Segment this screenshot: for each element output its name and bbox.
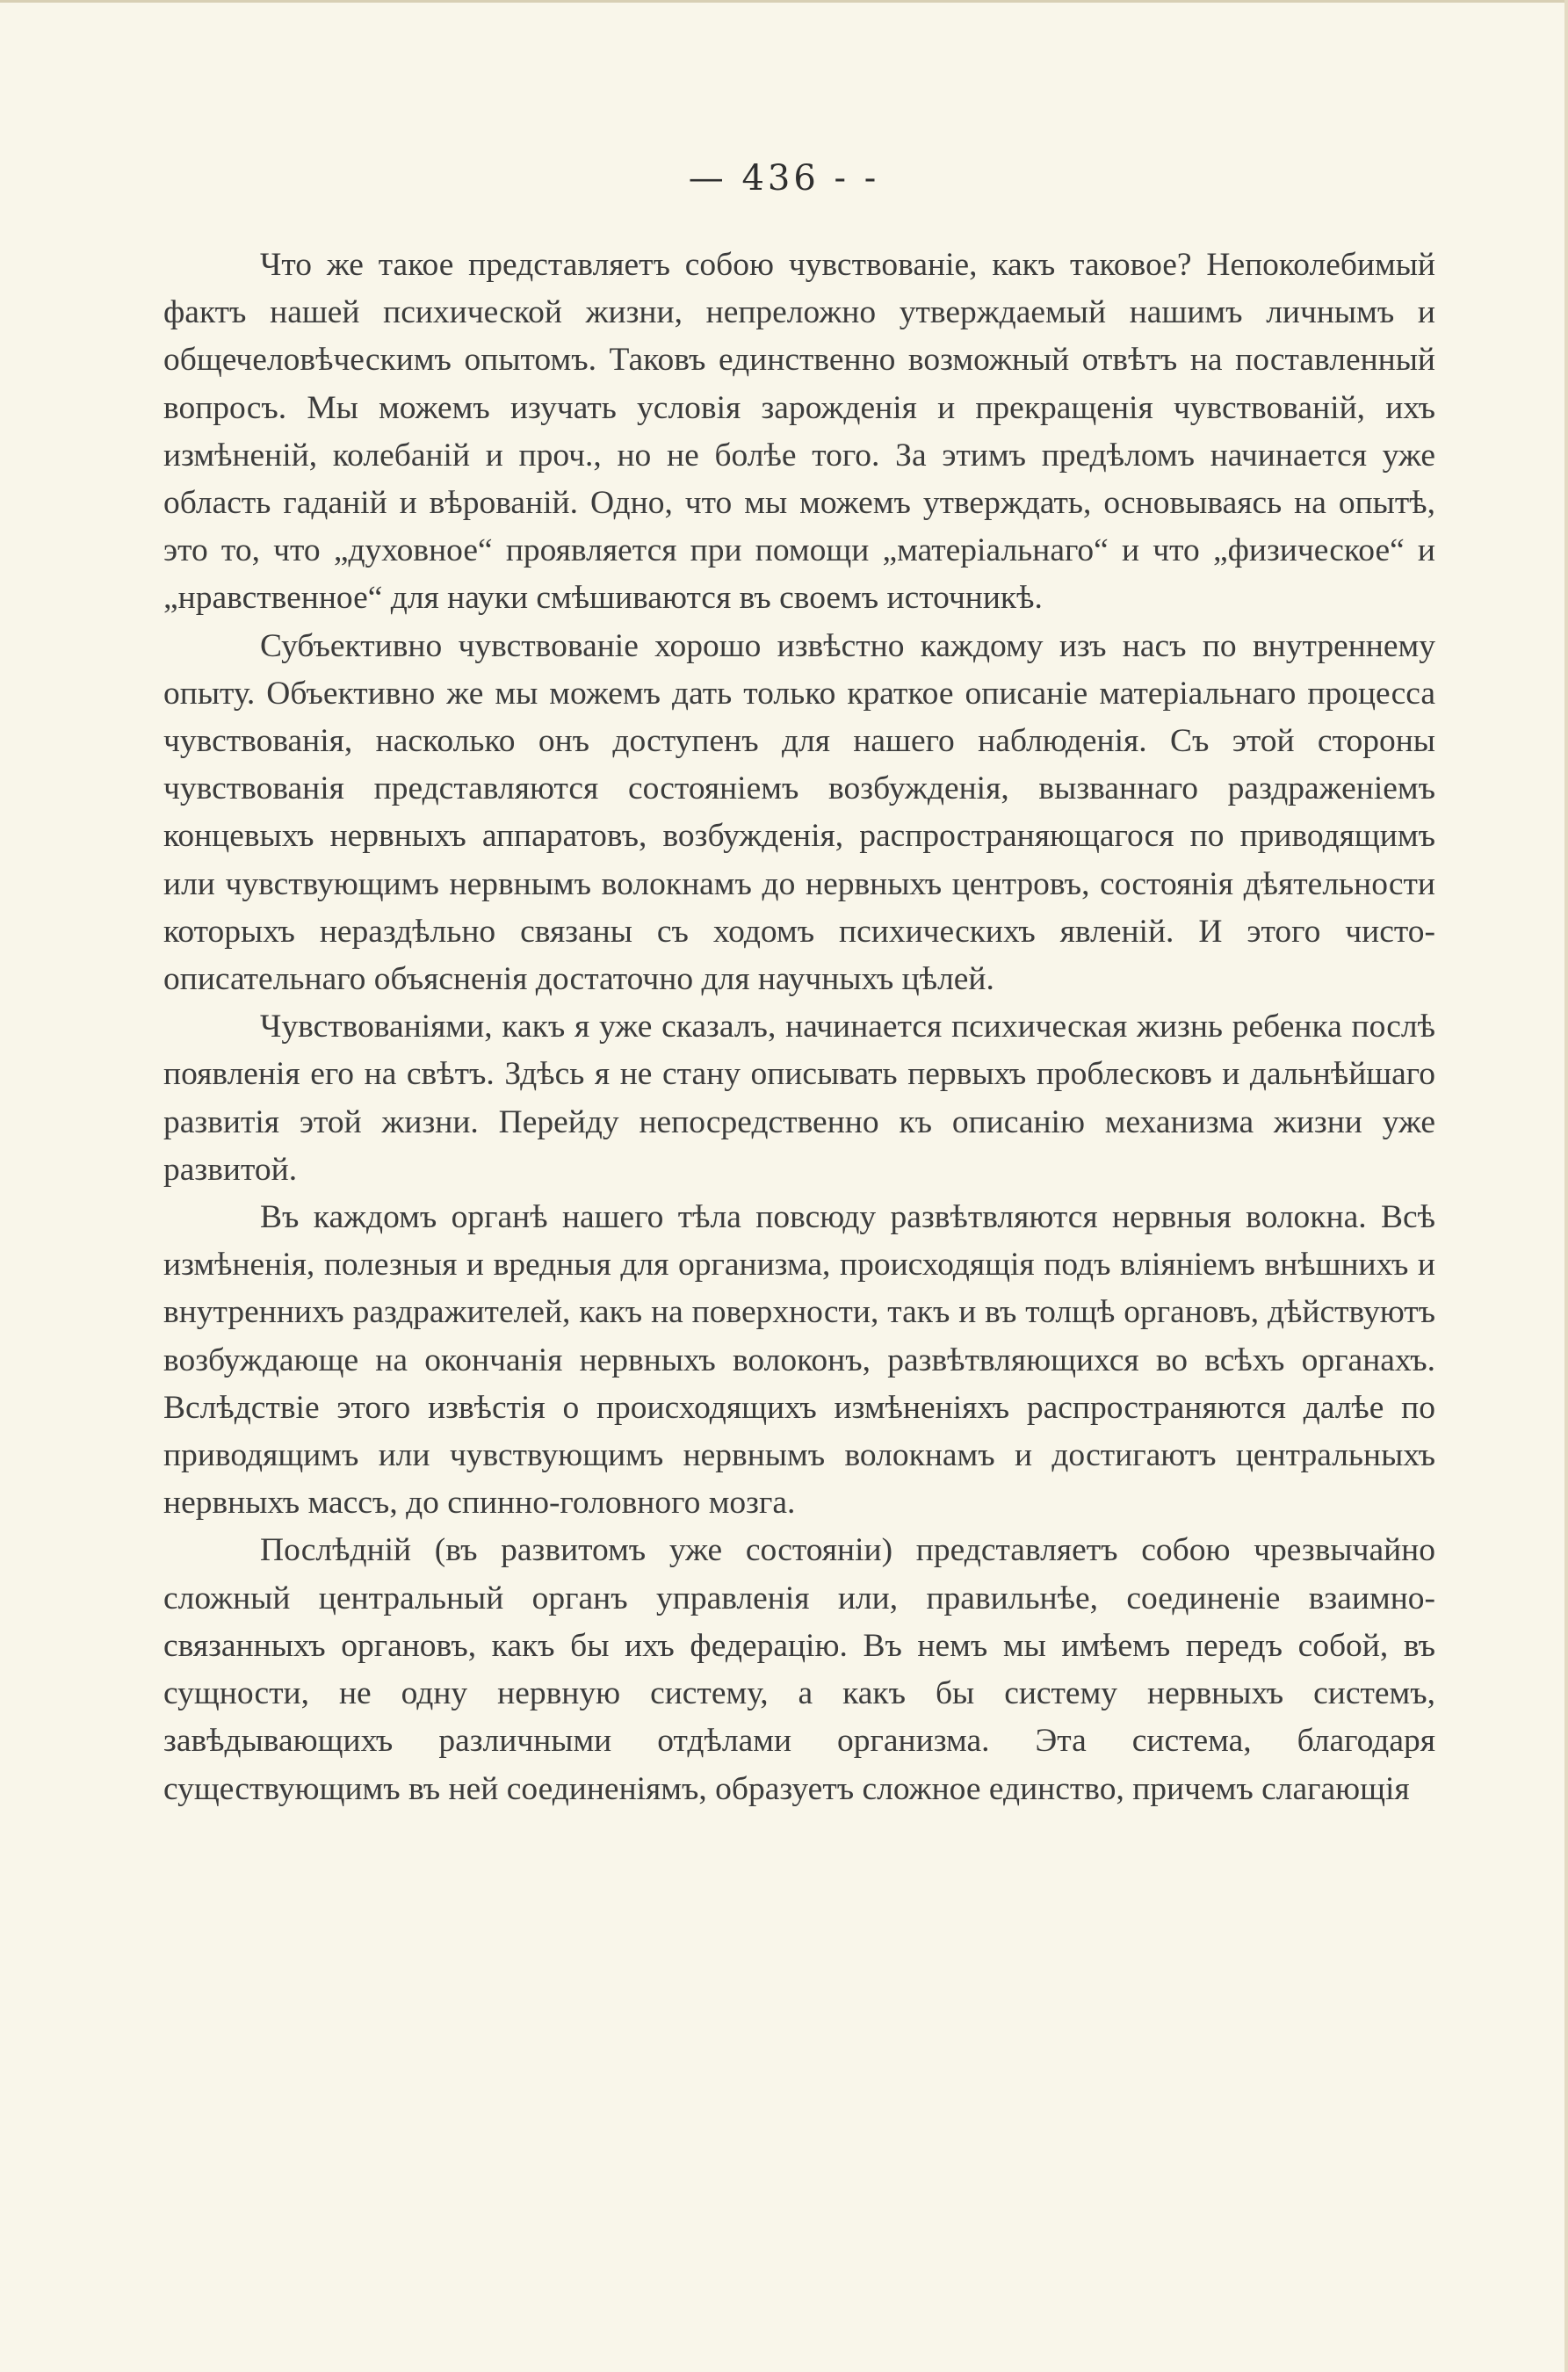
body-text <box>163 242 1435 1813</box>
page-number: — 436 - - <box>688 158 880 199</box>
paragraph-4: Въ каждомъ органѣ нашего тѣла повсюду развѣтвляются нервныя волокна. Всѣ измѣненія, полезныя и вредныя для организма, происходящія подъ вліяніемъ внѣшнихъ и внутреннихъ раздражителей, какъ на поверхности, такъ и въ толщѣ органовъ, дѣйствуютъ возбуждающе на окончанія нервныхъ волоконъ, развѣтвляющихся во всѣхъ органахъ. Вслѣдствіе этого извѣстія о происходящихъ измѣненіяхъ распространяются далѣе по приводящимъ или чувствующимъ нервнымъ волокнамъ и достигаютъ центральныхъ нервныхъ массъ, до спинно-головного мозга. <box>163 1199 1435 1522</box>
page-top-edge <box>0 0 1568 3</box>
paragraph-1: Что же такое представляетъ собою чувствованіе, какъ таковое? Непоколебимый фактъ нашей психической жизни, непреложно утверждаемый нашимъ личнымъ и общечеловѣческимъ опытомъ. Таковъ единственно возможный отвѣтъ на поставленный вопросъ. Мы можемъ изучать условія зарожденія и прекращенія чувствованій, ихъ измѣненій, колебаній и проч., но не болѣе того. За этимъ предѣломъ начинается уже область гаданій и вѣрованій. Одно, что мы можемъ утверждать, основываясь на опытѣ, это то, что „духовное“ проявляется при помощи „матеріальнаго“ и что „физическое“ и „нравственное“ для науки смѣшиваются въ своемъ источникѣ. <box>163 247 1435 617</box>
page-right-edge <box>1564 0 1568 2372</box>
paragraph-3: Чувствованіями, какъ я уже сказалъ, начинается психическая жизнь ребенка послѣ появленія его на свѣтъ. Здѣсь я не стану описывать первыхъ проблесковъ и дальнѣйшаго развитія этой жизни. Перейду непосредственно къ описанію механизма жизни уже развитой. <box>163 1009 1435 1188</box>
paragraph-2: Субъективно чувствованіе хорошо извѣстно каждому изъ насъ по внутреннему опыту. Объективно же мы можемъ дать только краткое описаніе матеріальнаго процесса чувствованія, насколько онъ доступенъ для нашего наблюденія. Съ этой стороны чувствованія представляются состояніемъ возбужденія, вызваннаго раздраженіемъ концевыхъ нервныхъ аппаратовъ, возбужденія, распространяющагося по приводящимъ или чувствующимъ нервнымъ волокнамъ до нервныхъ центровъ, состоянія дѣятельности которыхъ нераздѣльно связаны съ ходомъ психическихъ явленій. И этого чисто-описательнаго объясненія достаточно для научныхъ цѣлей. <box>163 627 1435 998</box>
paragraph-5: Послѣдній (въ развитомъ уже состояніи) представляетъ собою чрезвычайно сложный центральный органъ управленія или, правильнѣе, соединеніе взаимно-связанныхъ органовъ, какъ бы ихъ федерацію. Въ немъ мы имѣемъ передъ собой, въ сущности, не одну нервную систему, а какъ бы систему нервныхъ системъ, завѣдывающихъ различными отдѣлами организма. Эта система, благодаря существующимъ въ ней соединеніямъ, образуетъ сложное единство, причемъ слагающія <box>163 1532 1435 1807</box>
